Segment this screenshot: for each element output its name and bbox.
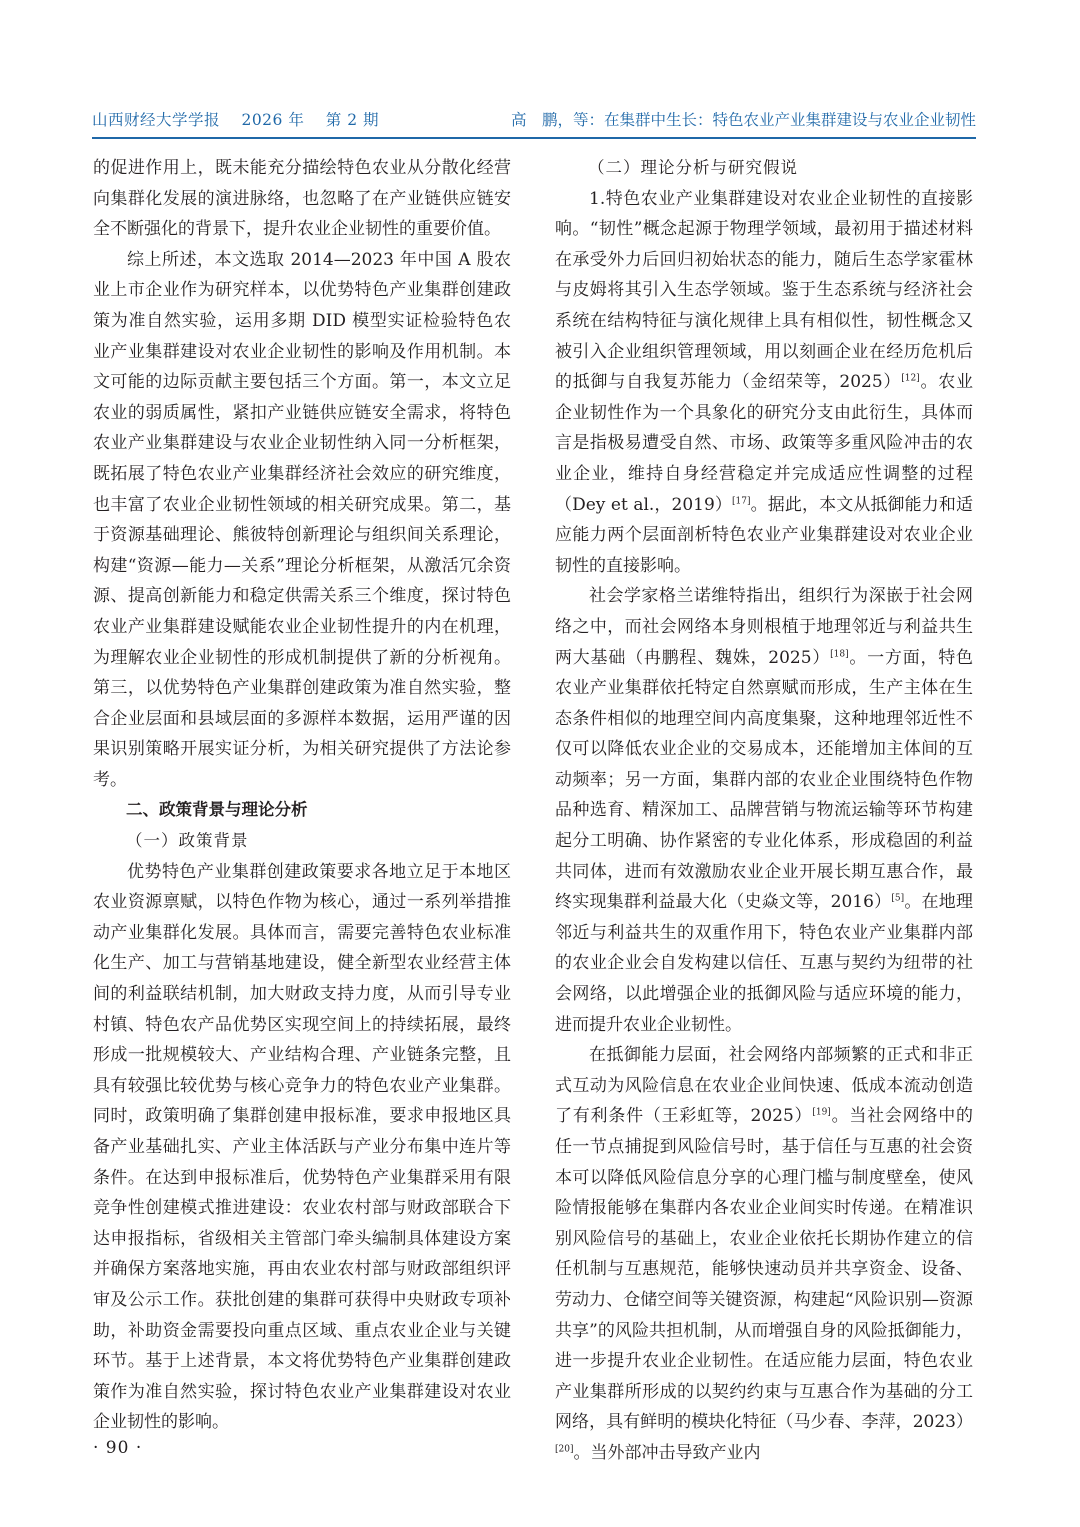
journal-info xyxy=(92,108,395,130)
running-header xyxy=(92,104,976,134)
text-run: 。农业企业韧性作为一个具象化的研究分支由此衍生，具体而言是指极易遭受自然、市场、政策等多重风险冲击的农业企业，维持自身经营稳定并完成适应性调整的过程（Dey et al.，2019） xyxy=(555,372,974,515)
paragraph: 的促进作用上，既未能充分描绘特色农业从分散化经营向集群化发展的演进脉络，也忽略了在产业链供应链安全不断强化的背景下，提升农业企业韧性的重要价值。 xyxy=(93,158,511,240)
paragraph xyxy=(555,581,973,1040)
text-run: 。一方面，特色农业产业集群依托特定自然禀赋而形成，生产主体在生态条件相似的地理空间内高度集聚，这种地理邻近性不仅可以降低农业企业的交易成本，还能增加主体间的互动频率；另一方面，集群内部的农业企业围绕特色作物品种选育、精深加工、品牌营销与物流运输等环节构建起分工明确、协作紧密的专业化体系，形成稳固的利益共同体，进而有效激励农业企业开展长期互惠合作，最终实现集群利益最大化（史焱文等，2016） xyxy=(555,647,974,913)
text-run: 。当社会网络中的任一节点捕捉到风险信号时，基于信任与互惠的社会资本可以降低风险信息分享的心理门槛与制度壁垒，使风险情报能够在集群内各农业企业间实时传递。在精准识别风险信号的基础上，农业企业依托长期协作建立的信任机制与互惠规范，能够快速动员并共享资金、设备、劳动力、仓储空间等关键资源，构建起“风险识别—资源共享”的风险共担机制，从而增强自身的风险抵御能力，进一步提升农业企业韧性。在适应能力层面，特色农业产业集群所形成的以契约约束与互惠合作为基础的分工网络，具有鲜明的模块化特征（马少春、李萍，2023） xyxy=(555,1106,974,1433)
running-title: 高 鹏，等：在集群中生长：特色农业产业集群建设与农业企业韧性 xyxy=(510,111,976,129)
citation-marker: [17] xyxy=(732,495,751,506)
journal-name: 山西财经大学学报 xyxy=(92,111,221,129)
journal-issue: 第 2 期 xyxy=(325,111,379,129)
left-column xyxy=(93,153,511,1438)
paragraph: 综上所述，本文选取 2014—2023 年中国 A 股农业上市企业作为研究样本，以优势特色产业集群创建政策为准自然实验，运用多期 DID 模型实证检验特色农业产业集群建设对农业企业韧性的影响及作用机制。本文可能的边际贡献主要包括三个方面。第一，本文立足农业的弱质属性，紧扣产业链供应链安全需求，将特色农业产业集群建设与农业企业韧性纳入同一分析框架，既拓展了特色农业产业集群经济社会效应的研究维度，也丰富了农业企业韧性领域的相关研究成果。第二，基于资源基础理论、熊彼特创新理论与组织间关系理论，构建“资源—能力—关系”理论分析框架，从激活冗余资源、提高创新能力和稳定供需关系三个维度，探讨特色农业产业集群建设赋能农业企业韧性提升的内在机理，为理解农业企业韧性的形成机制提供了新的分析视角。第三，以优势特色产业集群创建政策为准自然实验，整合企业层面和县域层面的多源样本数据，运用严谨的因果识别策略开展实证分析，为相关研究提供了方法论参考。 xyxy=(93,249,511,790)
citation-marker: [19] xyxy=(812,1107,831,1118)
text-run: 1.特色农业产业集群建设对农业企业韧性的直接影响。“韧性”概念起源于物理学领域，最初用于描述材料在承受外力后回归初始状态的能力，随后生态学家霍林与皮姆将其引入生态学领域。鉴于生态系统与经济社会系统在结构特征与演化规律上具有相似性，韧性概念又被引入企业组织管理领域，用以刻画企业在经历危机后的抵御与自我复苏能力（金绍荣等，2025） xyxy=(555,188,973,393)
citation-marker: [18] xyxy=(830,648,849,659)
right-column xyxy=(555,153,973,1469)
journal-year: 2026 年 xyxy=(241,111,305,129)
paragraph xyxy=(555,1040,973,1468)
section-heading: 二、政策背景与理论分析 xyxy=(126,800,308,820)
text-run: 。在地理邻近与利益共生的双重作用下，特色农业产业集群内部的农业企业会自发构建以信任、互惠与契约为纽带的社会网络，以此增强企业的抵御风险与适应环境的能力，进而提升农业企业韧性。 xyxy=(555,892,973,1035)
citation-marker: [5] xyxy=(891,893,905,904)
subsection-heading: （二）理论分析与研究假说 xyxy=(588,158,798,177)
text-run: 。当外部冲击导致产业内 xyxy=(573,1442,761,1463)
citation-marker: [20] xyxy=(555,1444,574,1455)
paragraph: 优势特色产业集群创建政策要求各地立足于本地区农业资源禀赋，以特色作物为核心，通过一系列举措推动产业集群化发展。具体而言，需要完善特色农业标准化生产、加工与营销基地建设，健全新型农业经营主体间的利益联结机制，加大财政支持力度，从而引导专业村镇、特色农产品优势区实现空间上的持续拓展，最终形成一批规模较大、产业结构合理、产业链条完整，且具有较强比较优势与核心竞争力的特色农业产业集群。同时，政策明确了集群创建申报标准，要求申报地区具备产业基础扎实、产业主体活跃与产业分布集中连片等条件。在达到申报标准后，优势特色产业集群采用有限竞争性创建模式推进建设：农业农村部与财政部联合下达申报指标，省级相关主管部门牵头编制具体建设方案并确保方案落地实施，再由农业农村部与财政部组织评审及公示工作。获批创建的集群可获得中央财政专项补助，补助资金需要投向重点区域、重点农业企业与关键环节。基于上述背景，本文将优势特色产业集群创建政策作为准自然实验，探讨特色农业产业集群建设对农业企业韧性的影响。 xyxy=(93,861,511,1433)
paragraph xyxy=(555,184,973,582)
text-run: 在抵御能力层面，社会网络内部频繁的正式和非正式互动为风险信息在农业企业间快速、低成本流动创造了有利条件（王彩虹等，2025） xyxy=(555,1045,973,1127)
text-run: 社会学家格兰诺维特指出，组织行为深嵌于社会网络之中，而社会网络本身则根植于地理邻近与利益共生两大基础（冉鹏程、魏姝，2025） xyxy=(555,586,973,668)
page-number: · 90 · xyxy=(93,1438,143,1458)
subsection-heading: （一）政策背景 xyxy=(126,831,249,851)
text-run: 。据此，本文从抵御能力和适应能力两个层面剖析特色农业产业集群建设对农业企业韧性的直接影响。 xyxy=(555,494,974,576)
citation-marker: [12] xyxy=(901,373,920,384)
header-divider xyxy=(92,137,976,139)
